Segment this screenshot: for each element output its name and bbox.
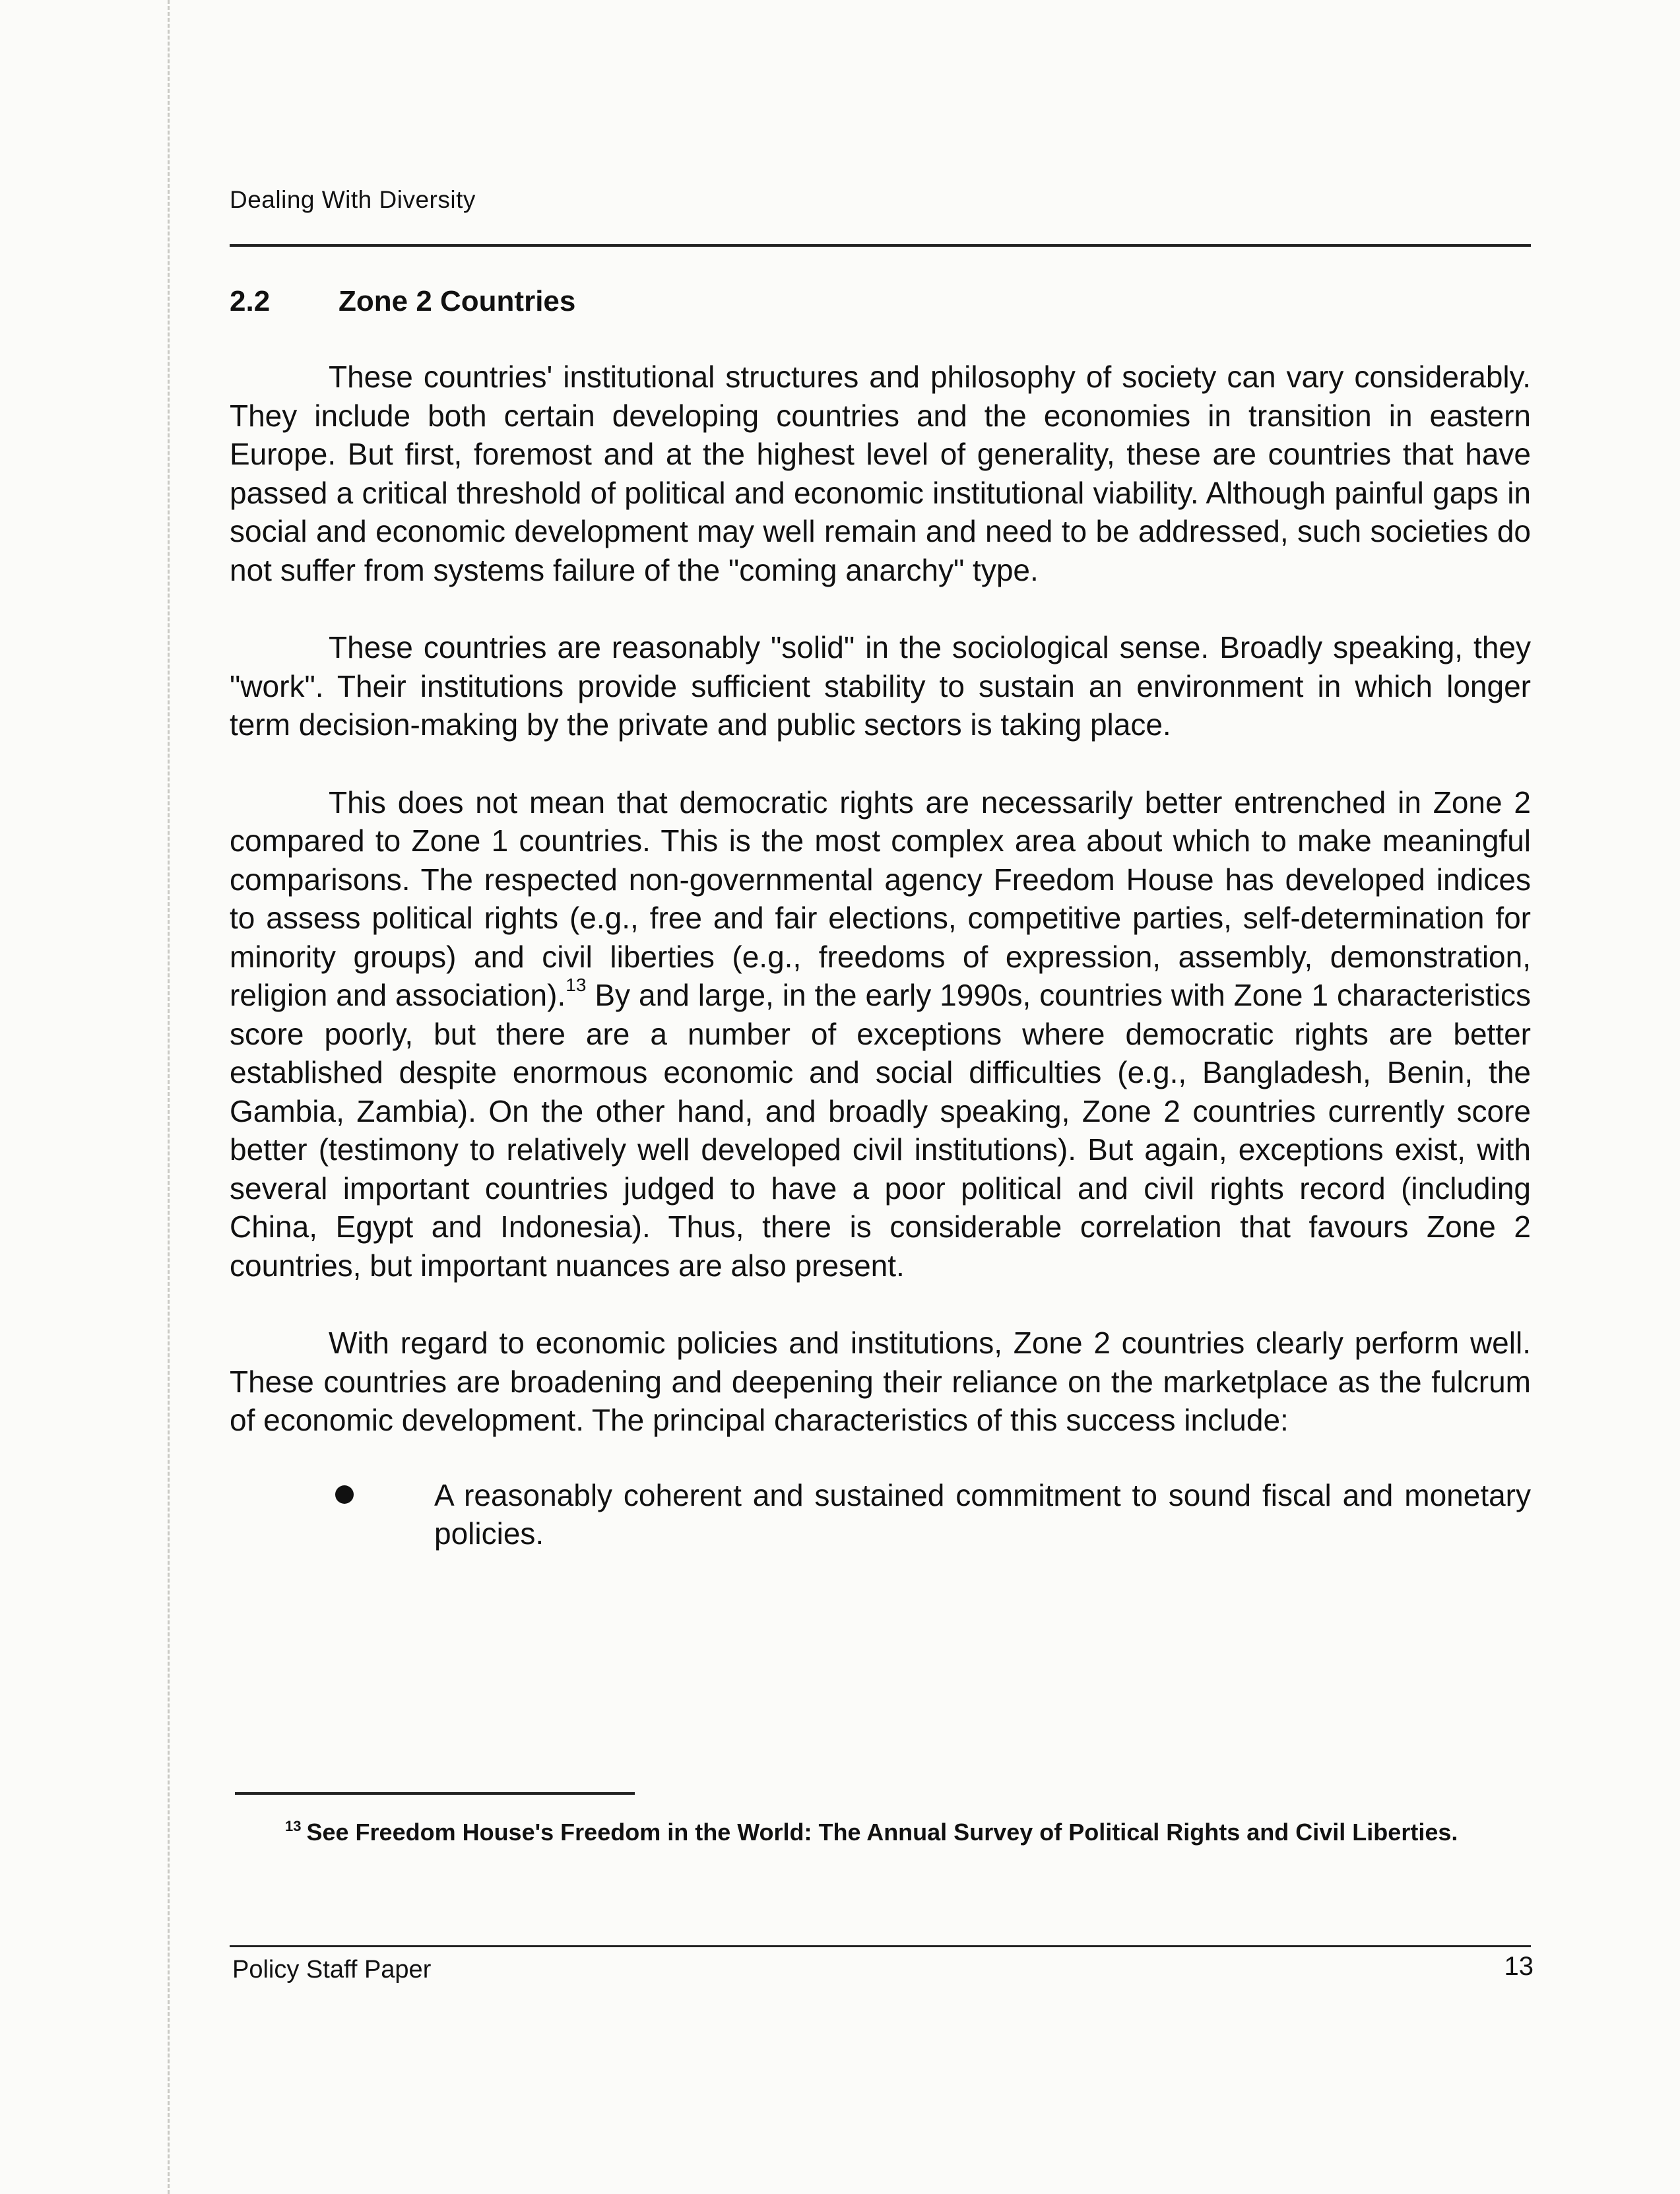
paragraph-4: With regard to economic policies and institutions, Zone 2 countries clearly perform well. These countries are broadening and deepening their reliance on the marketplace as the fulcrum of economic development. The principal characteristics of this success include: [230,1326,1531,1437]
footer-label: Policy Staff Paper [232,1956,432,1984]
header-rule [230,244,1531,247]
paragraph-1: These countries' institutional structures and philosophy of society can vary considerably. They include both certain developing countries and the economies in transition in eastern Europe. But first, foremost and at the highest level of generality, these are countries that have passed a critical threshold of political and economic institutional viability. Although painful gaps in social and economic development may well remain and need to be addressed, such societies do not suffer from systems failure of the "coming anarchy" type. [230,360,1531,587]
page-binding-edge [168,0,170,2194]
paragraph-3 [230,783,1531,1285]
section-heading [230,285,575,318]
bullet-icon [335,1485,354,1504]
running-header-title: Dealing With Diversity [230,186,476,213]
footnote-text: See Freedom House's Freedom in the World: The Annual Survey of Political Rights and Civil Liberties. [306,1819,1458,1846]
paragraph-3-text-b: By and large, in the early 1990s, countries with Zone 1 characteristics score poorly, but there are a number of exceptions where democratic rights are better established despite enormous economic and social difficulties (e.g., Bangladesh, Benin, the Gambia, Zambia). On the other hand, and broadly speaking, Zone 2 countries currently score better (testimony to relatively well developed civil institutions). But again, exceptions exist, with several important countries judged to have a poor political and civil rights record (including China, Egypt and Indonesia). Thus, there is considerable correlation that favours Zone 2 countries, but important nuances are also present. [230,978,1532,1283]
footnote-reference: 13 [565,974,587,995]
footer-rule [230,1945,1531,1947]
section-title: Zone 2 Countries [339,285,576,317]
paragraph-2: These countries are reasonably "solid" in the sociological sense. Broadly speaking, they "work". Their institutions provide sufficient stability to sustain an environment in which longer term decision-making by the private and public sectors is taking place. [230,630,1531,742]
section-number: 2.2 [230,285,271,317]
body-text [230,358,1531,1553]
page-number: 13 [1504,1952,1534,1981]
footnote-rule [235,1792,635,1795]
footnote-mark: 13 [285,1818,302,1834]
paragraph-3-text-a: This does not mean that democratic rights are necessarily better entrenched in Zone 2 compared to Zone 1 countries. This is the most complex area about which to make meaningful comparisons. The respected non-governmental agency Freedom House has developed indices to assess political rights (e.g., free and fair elections, competitive parties, self-determination for minority groups) and civil liberties (e.g., freedoms of expression, assembly, demonstration, religion and association). [230,785,1531,1012]
footnote [232,1813,1531,1855]
bullet-item [230,1476,1531,1553]
bullet-text: A reasonably coherent and sustained commitment to sound fiscal and monetary policies. [434,1477,1531,1551]
